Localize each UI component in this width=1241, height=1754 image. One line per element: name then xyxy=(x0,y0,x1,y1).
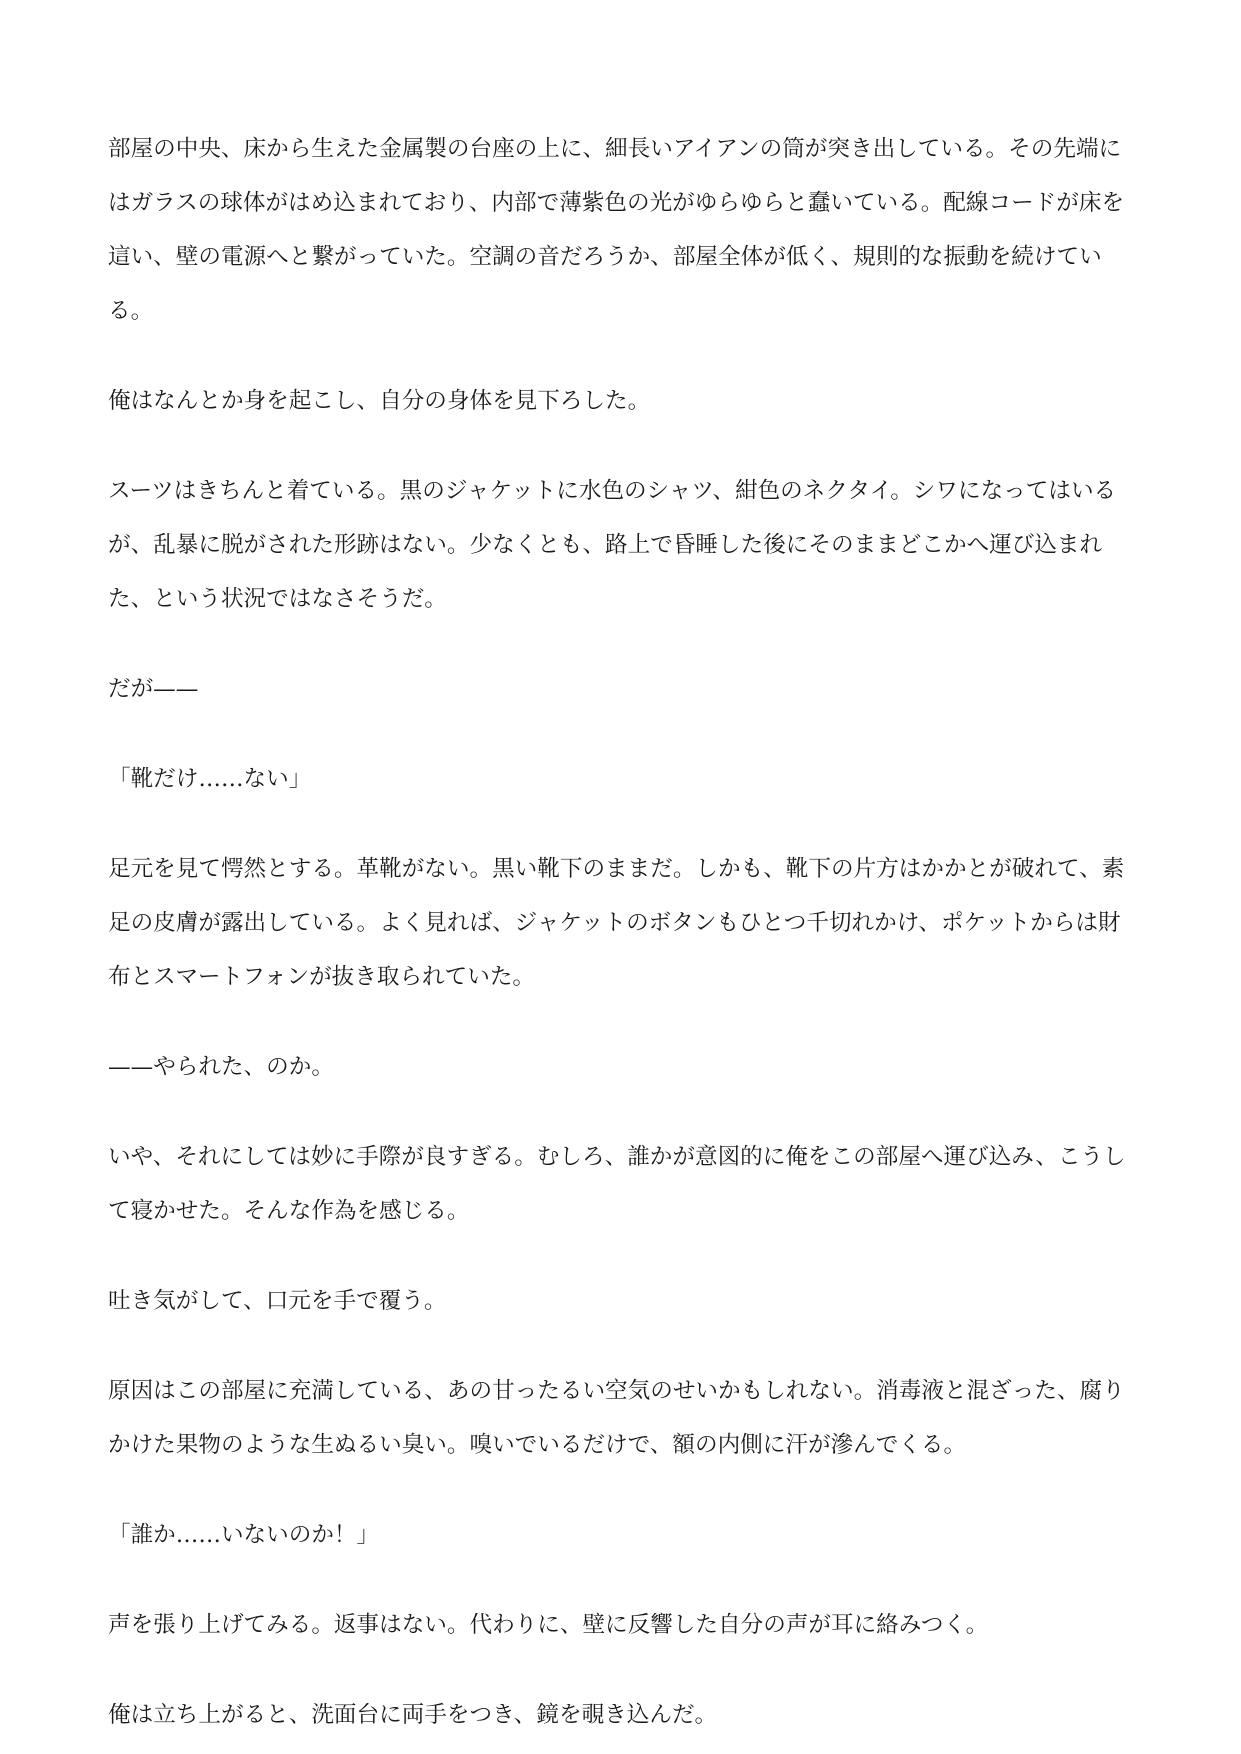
paragraph: 俺は立ち上がると、洗面台に両手をつき、鏡を覗き込んだ。 xyxy=(108,1702,718,1728)
paragraph: 吐き気がして、口元を手で覆う。 xyxy=(108,1288,447,1314)
paragraph: だが—— xyxy=(108,676,199,702)
document-body xyxy=(108,122,1133,1742)
paragraph: 部屋の中央、床から生えた金属製の台座の上に、細長いアイアンの筒が突き出している。その先端にはガラスの球体がはめ込まれており、内部で薄紫色の光がゆらゆらと蠢いている。配線コードが床を這い、壁の電源へと繋がっていた。空調の音だろうか、部屋全体が低く、規則的な振動を続けている。 xyxy=(108,136,1125,324)
paragraph: スーツはきちんと着ている。黒のジャケットに水色のシャツ、紺色のネクタイ。シワになってはいるが、乱暴に脱がされた形跡はない。少なくとも、路上で昏睡した後にそのままどこかへ運び込まれた、という状況ではなさそうだ。 xyxy=(108,478,1117,612)
paragraph: 声を張り上げてみる。返事はない。代わりに、壁に反響した自分の声が耳に絡みつく。 xyxy=(108,1612,989,1638)
paragraph: 原因はこの部屋に充満している、あの甘ったるい空気のせいかもしれない。消毒液と混ざった、腐りかけた果物のような生ぬるい臭い。嗅いでいるだけで、額の内側に汗が滲んでくる。 xyxy=(108,1378,1125,1458)
paragraph: 俺はなんとか身を起こし、自分の身体を見下ろした。 xyxy=(108,388,651,414)
paragraph: いや、それにしては妙に手際が良すぎる。むしろ、誰かが意図的に俺をこの部屋へ運び込み、こうして寝かせた。そんな作為を感じる。 xyxy=(108,1144,1126,1224)
dialogue-line: 「誰か……いないのか！」 xyxy=(108,1522,380,1548)
paragraph: ——やられた、のか。 xyxy=(108,1054,334,1080)
dialogue-line: 「靴だけ……ない」 xyxy=(108,766,312,792)
paragraph: 足元を見て愕然とする。革靴がない。黒い靴下のままだ。しかも、靴下の片方はかかとが破れて、素足の皮膚が露出している。よく見れば、ジャケットのボタンもひとつ千切れかけ、ポケットからは財布とスマートフォンが抜き取られていた。 xyxy=(108,856,1125,990)
